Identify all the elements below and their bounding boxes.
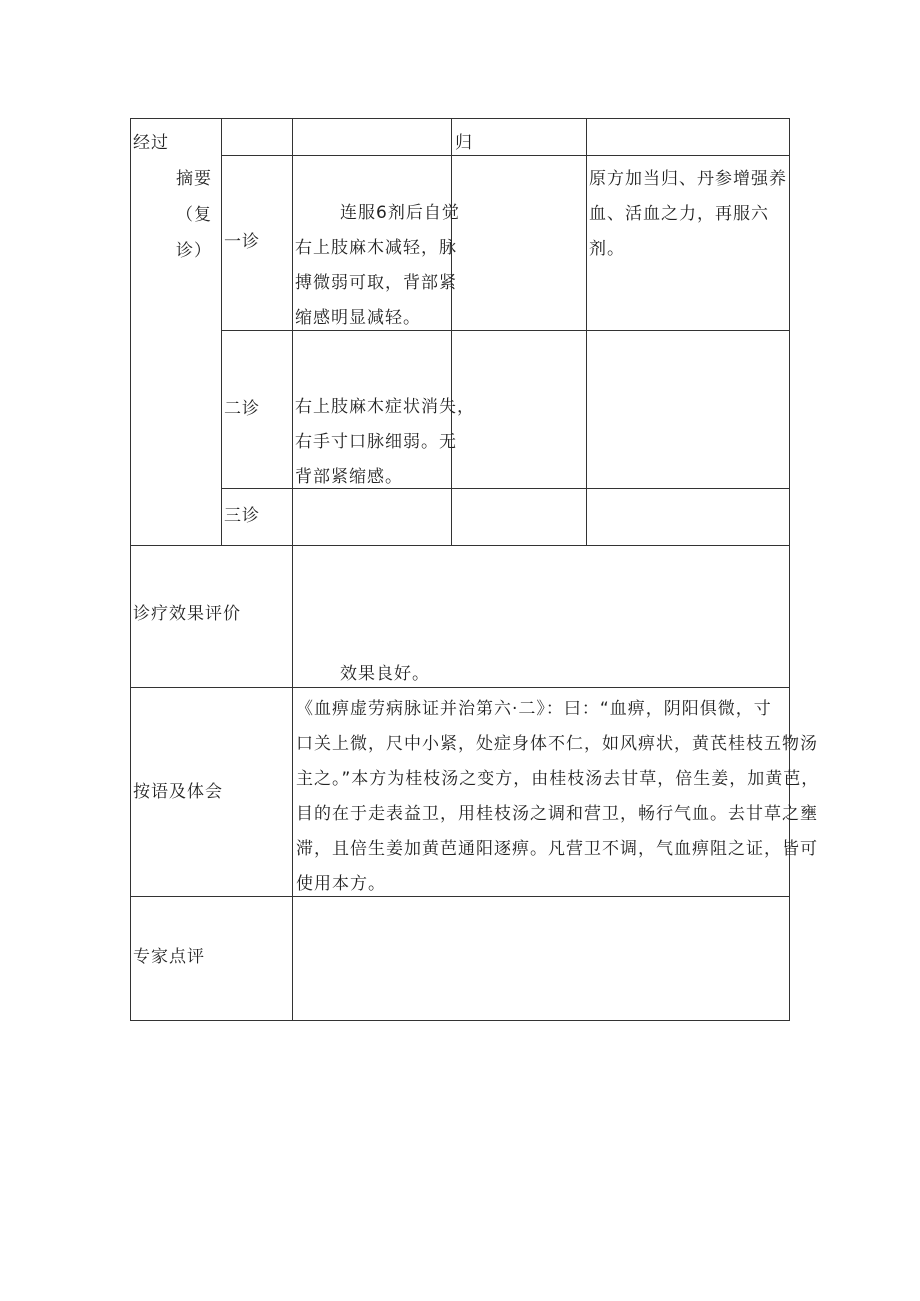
commentary-line-3: 主之。”本方为桂枝汤之变方，由桂枝汤去甘草，倍生姜，加黄芭， xyxy=(296,769,820,789)
col-line-3 xyxy=(451,118,452,546)
visit-1-findings-line-3: 搏微弱可取，背部紧 xyxy=(295,273,457,293)
row-line-6 xyxy=(130,896,790,897)
visit-3-label: 三诊 xyxy=(224,506,260,526)
visit-1-findings-line-2: 右上肢麻木减轻，脉 xyxy=(295,238,457,258)
commentary-line-5: 滞，且倍生姜加黄芭通阳逐痹。凡营卫不调，气血痹阻之证，皆可 xyxy=(296,839,818,859)
commentary-label: 按语及体会 xyxy=(133,782,223,802)
row-line-1 xyxy=(221,155,790,156)
evaluation-text: 效果良好。 xyxy=(340,664,430,684)
table-border-right xyxy=(789,118,790,1021)
visit-1-treatment-line-1: 原方加当归、丹参增强养 xyxy=(589,169,787,189)
expert-label: 专家点评 xyxy=(133,947,205,967)
col-line-2 xyxy=(292,118,293,1021)
table-border-left xyxy=(130,118,131,1021)
table-border-bottom xyxy=(130,1020,790,1021)
col-line-1 xyxy=(221,118,222,546)
visit-1-treatment-line-3: 剂。 xyxy=(589,239,625,259)
revisit-open-label: （复 xyxy=(176,205,212,225)
visit-1-findings-text: 连服6剂后自觉 xyxy=(340,203,460,223)
revisit-close-label: 诊） xyxy=(176,241,212,261)
row-line-5 xyxy=(130,687,790,688)
row-line-4 xyxy=(130,545,790,546)
evaluation-label: 诊疗效果评价 xyxy=(133,604,241,624)
col-line-4 xyxy=(586,118,587,546)
top-row-col3-text: 归 xyxy=(455,133,473,153)
visit-1-label: 一诊 xyxy=(224,232,260,252)
visit-1-findings-line-4: 缩感明显减轻。 xyxy=(295,308,421,328)
visit-2-findings-line-1: 右上肢麻木症状消失， xyxy=(295,397,475,417)
visit-1-treatment-line-2: 血、活血之力，再服六 xyxy=(589,204,769,224)
commentary-line-4: 目的在于走表益卫，用桂枝汤之调和营卫，畅行气血。去甘草之壅 xyxy=(296,804,818,824)
summary-label: 摘要 xyxy=(176,169,212,189)
table-border-top xyxy=(130,118,790,119)
visit-1-findings-line-1 xyxy=(340,196,460,231)
commentary-line-6: 使用本方。 xyxy=(296,874,386,894)
visit-2-label: 二诊 xyxy=(224,399,260,419)
commentary-line-1: 《血痹虚劳病脉证并治第六·二》：曰：“血痹，阴阳俱微，寸 xyxy=(296,699,772,719)
process-label: 经过 xyxy=(133,133,169,153)
visit-2-findings-line-2: 右手寸口脉细弱。无 xyxy=(295,432,457,452)
commentary-line-2: 口关上微，尺中小紧，处症身体不仁，如风痹状，黄芪桂枝五物汤 xyxy=(296,734,818,754)
visit-2-findings-line-3: 背部紧缩感。 xyxy=(295,467,403,487)
